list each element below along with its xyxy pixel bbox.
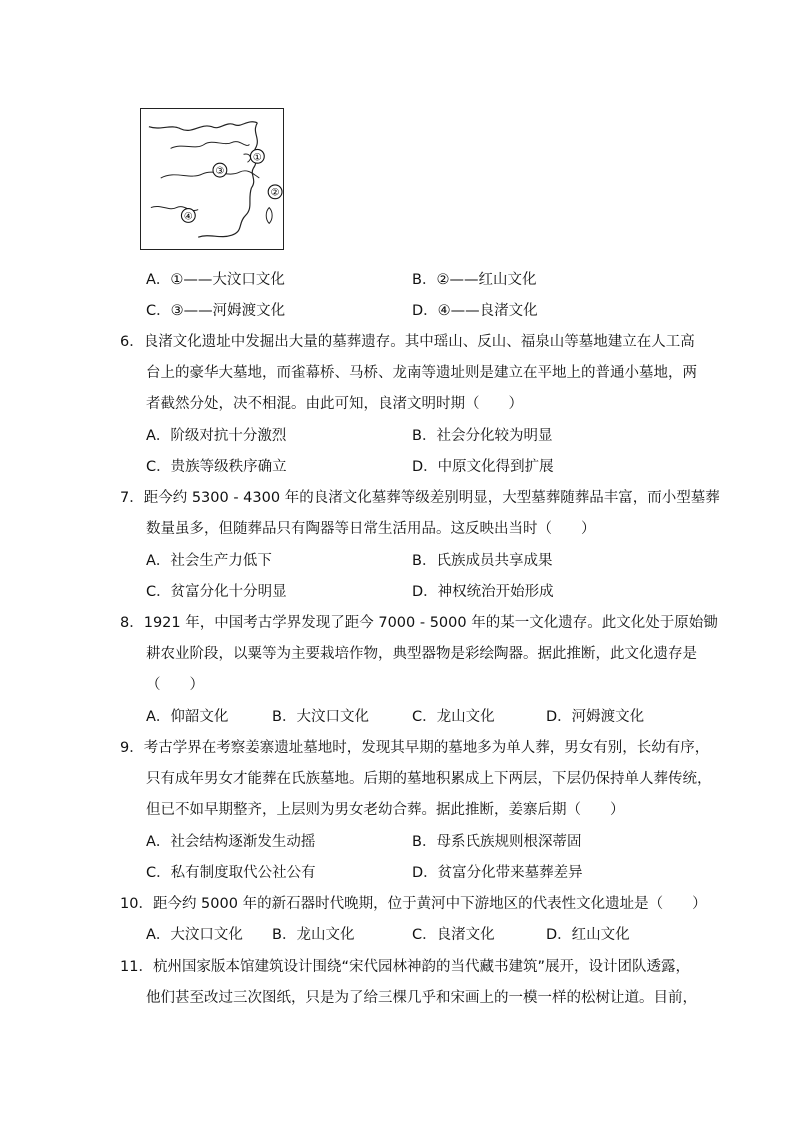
q10-option-d[interactable]: D．红山文化: [546, 927, 630, 943]
q10-option-a[interactable]: A．大汶口文化: [146, 927, 243, 943]
q6-option-a[interactable]: A．阶级对抗十分激烈: [146, 428, 287, 444]
q8-option-d[interactable]: D．河姆渡文化: [546, 709, 645, 725]
china-outline-map: [140, 108, 284, 250]
q8-option-c[interactable]: C．龙山文化: [412, 709, 495, 725]
q10-stem-line-1: 10．距今约 5000 年的新石器时代晚期，位于黄河中下游地区的代表性文化遗址是（ ）: [120, 896, 707, 912]
q9-option-a[interactable]: A．社会结构逐渐发生动摇: [146, 834, 316, 850]
q7-option-b[interactable]: B．氏族成员共享成果: [412, 553, 553, 569]
map-marker-4: ④: [183, 211, 193, 223]
map-marker-1: ①: [252, 152, 262, 164]
q9-option-c[interactable]: C．私有制度取代公社公有: [146, 865, 316, 881]
q9-option-b[interactable]: B．母系氏族规则根深蒂固: [412, 834, 582, 850]
q5-option-b[interactable]: B．②——红山文化: [412, 272, 537, 288]
q5-option-a[interactable]: A．①——大汶口文化: [146, 272, 285, 288]
q10-option-c[interactable]: C．良渚文化: [412, 927, 495, 943]
q8-option-b[interactable]: B．大汶口文化: [272, 709, 369, 725]
q7-option-c[interactable]: C．贫富分化十分明显: [146, 584, 287, 600]
q10-option-b[interactable]: B．龙山文化: [272, 927, 355, 943]
q9-option-d[interactable]: D．贫富分化带来墓葬差异: [412, 865, 583, 881]
q9-stem-line-1: 9．考古学界在考察姜寨遗址墓地时，发现其早期的墓地多为单人葬，男女有别，长幼有序，: [120, 740, 710, 756]
q6-option-b[interactable]: B．社会分化较为明显: [412, 428, 553, 444]
q6-stem-line-1: 6．良渚文化遗址中发掘出大量的墓葬遗存。其中瑶山、反山、福泉山等墓地建立在人工高: [120, 334, 695, 350]
q6-option-d[interactable]: D．中原文化得到扩展: [412, 459, 554, 475]
map-drawing: [141, 109, 283, 249]
map-marker-3: ③: [215, 166, 225, 178]
q7-stem-line-1: 7．距今约 5300 - 4300 年的良渚文化墓葬等级差别明显，大型墓葬随葬品丰富，而小型墓葬: [120, 490, 720, 506]
q11-stem-line-1: 11．杭州国家版本馆建筑设计围绕“宋代园林神韵的当代藏书建筑”展开，设计团队透露，: [120, 959, 690, 975]
q7-option-a[interactable]: A．社会生产力低下: [146, 553, 272, 569]
q5-option-d[interactable]: D．④——良渚文化: [412, 303, 538, 319]
q7-option-d[interactable]: D．神权统治开始形成: [412, 584, 554, 600]
q5-option-c[interactable]: C．③——河姆渡文化: [146, 303, 286, 319]
q6-stem-line-2: 台上的豪华大墓地，而雀幕桥、马桥、龙南等遗址则是建立在平地上的普通小墓地，两: [146, 365, 697, 381]
q8-stem-line-1: 8．1921 年，中国考古学界发现了距今 7000 - 5000 年的某一文化遗存。此文化处于原始锄: [120, 615, 718, 631]
q9-stem-line-3: 但已不如早期整齐，上层则为男女老幼合葬。据此推断，姜寨后期（ ）: [146, 802, 625, 818]
q11-stem-line-2: 他们甚至改过三次图纸，只是为了给三棵几乎和宋画上的一模一样的松树让道。目前，: [146, 990, 697, 1006]
q9-stem-line-2: 只有成年男女才能葬在氏族墓地。后期的墓地积累成上下两层，下层仍保持单人葬传统，: [146, 771, 712, 787]
q6-option-c[interactable]: C．贵族等级秩序确立: [146, 459, 287, 475]
q8-stem-line-2: 耕农业阶段，以粟等为主要栽培作物，典型器物是彩绘陶器。据此推断，此文化遗存是: [146, 646, 697, 662]
q8-stem-line-3: （ ）: [146, 677, 204, 693]
q7-stem-line-2: 数量虽多，但随葬品只有陶器等日常生活用品。这反映出当时（ ）: [146, 521, 596, 537]
map-marker-2: ②: [270, 187, 280, 199]
q6-stem-line-3: 者截然分处，决不相混。由此可知，良渚文明时期（ ）: [146, 396, 523, 412]
q8-option-a[interactable]: A．仰韶文化: [146, 709, 229, 725]
